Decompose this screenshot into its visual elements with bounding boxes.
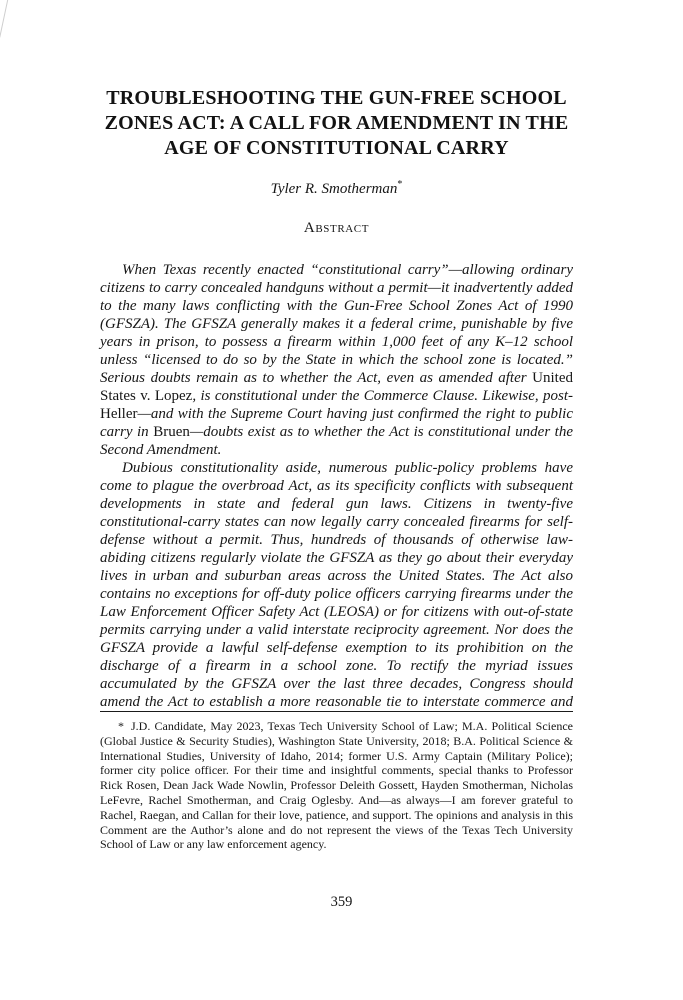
author-note-symbol: * — [397, 179, 403, 190]
page-number: 359 — [330, 894, 353, 910]
case-citation-lopez: United States v. Lopez — [100, 370, 573, 404]
footnote-symbol: * — [118, 719, 124, 733]
footnote-text — [100, 719, 573, 852]
title-line-3: AGE OF CONSTITUTIONAL CARRY — [164, 137, 509, 159]
abstract-paragraph-2: Dubious constitutionality aside, numerous public-policy problems have come to plague the overbroad Act, as its specificity conflicts with subsequent developments in state and federal gun laws. Citizens in twenty-five constitutional-carry states can now legally carry concealed firearms for self-defense without a permit. Thus, hundreds of thousands of otherwise law-abiding citizens regularly violate the GFSZA as they go about their everyday lives in urban and suburban areas across the United States. The Act also contains no exceptions for off-duty police officers carrying firearms under the Law Enforcement Officer Safety Act (LEOSA) or for citizens with out-of-state permits carrying under a valid interstate reciprocity agreement. Nor does the GFSZA provide a lawful self-defense exemption to its prohibition on the discharge of a firearm in a school zone. To rectify the myriad issues accumulated by the GFSZA over the last three decades, Congress should amend the Act to establish a more reasonable tie to interstate commerce and — [100, 460, 573, 710]
abstract-p1-segment: , is constitutional under the Commerce Clause. Likewise, post- — [192, 388, 573, 404]
author-line — [100, 176, 573, 198]
case-citation-bruen: Bruen — [153, 424, 190, 440]
case-citation-heller: Heller — [100, 406, 138, 422]
abstract-heading: Abstract — [303, 220, 370, 236]
abstract-p1-segment: —and with the Supreme Court having just confirmed the right to public carry in — [100, 406, 573, 440]
footnote-block — [100, 711, 573, 852]
abstract-p1-segment: —doubts exist as to whether the Act is constitutional under the Second Amendment. — [100, 424, 573, 458]
abstract-paragraph-1 — [100, 261, 573, 459]
title-line-2: ZONES ACT: A CALL FOR AMENDMENT IN THE — [104, 112, 569, 134]
abstract-text — [100, 261, 573, 711]
author-name: Tyler R. Smotherman — [270, 181, 398, 197]
footnote-body: J.D. Candidate, May 2023, Texas Tech University School of Law; M.A. Political Science (Global Justice & Security Studies), Washington State University, 2018; B.A. Political Science & International Studies, University of Idaho, 2014; former U.S. Army Captain (Military Police); former city police officer. For their time and insightful comments, special thanks to Professor Rick Rosen, Dean Jack Wade Nowlin, Professor Deleith Gossett, Hayden Smotherman, Nicholas LeFevre, Rachel Smotherman, and Craig Oglesby. And—as always—I am forever grateful to Rachel, Raegan, and Callan for their love, patience, and support. The opinions and analysis in this Comment are the Author’s alone and do not represent the views of the Texas Tech University School of Law or any law enforcement agency. — [100, 719, 573, 852]
abstract-p1-segment: When Texas recently enacted “constitutional carry”—allowing ordinary citizens to carry concealed handguns without a permit—it inadvertently added to the many laws conflicting with the Gun-Free School Zones Act of 1990 (GFSZA). The GFSZA generally makes it a federal crime, punishable by five years in prison, to possess a firearm within 1,000 feet of any K–12 school unless “licensed to do so by the State in which the school zone is located.” Serious doubts remain as to whether the Act, even as amended after — [100, 262, 573, 386]
scan-edge-artifact — [0, 0, 10, 38]
article-title — [100, 86, 573, 161]
article-body — [100, 86, 573, 711]
title-line-1: TROUBLESHOOTING THE GUN-FREE SCHOOL — [106, 87, 567, 109]
